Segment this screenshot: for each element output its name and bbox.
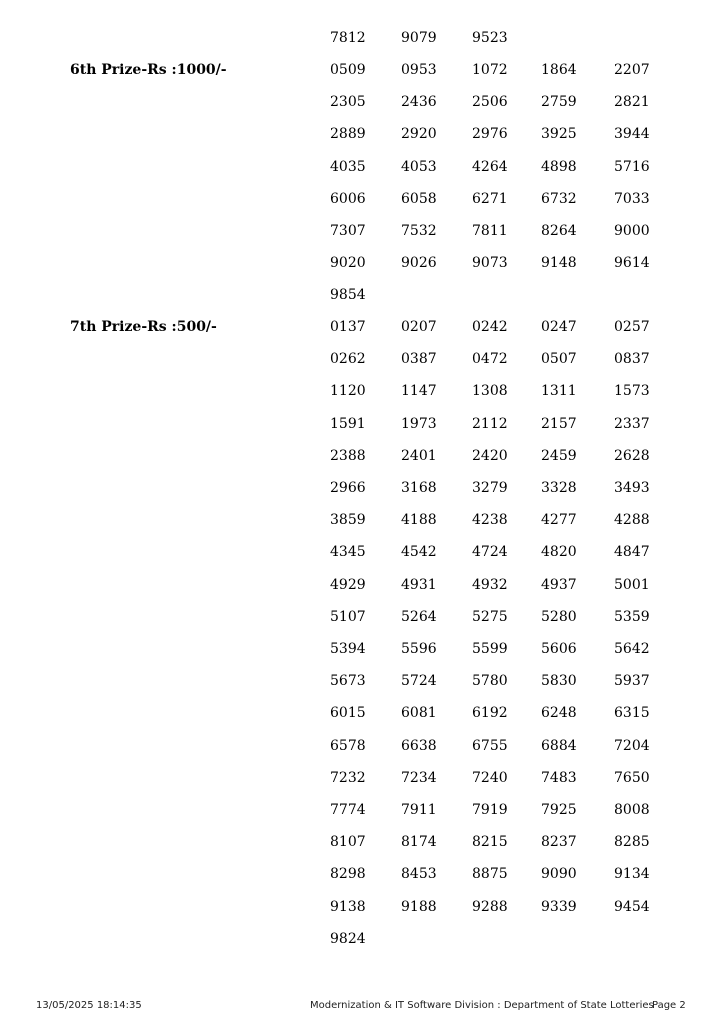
prize-number: 3944 [614,126,650,143]
prize-number: 9523 [472,30,508,46]
prize-number: 6248 [541,705,577,722]
prize-number: 7234 [401,769,437,786]
prize-number: 3279 [472,480,508,496]
prize-number: 4345 [330,544,366,561]
prize-number: 7812 [330,30,366,46]
prize-number: 9026 [401,255,437,272]
prize-number: 5001 [614,576,650,593]
prize-number: 7811 [472,223,508,239]
prize-number: 0262 [330,351,366,368]
prize-number: 2759 [541,94,577,111]
prize-number: 4277 [541,512,577,529]
prize-number: 2436 [401,94,437,111]
prize-number: 5596 [401,641,437,657]
prize-number: 2966 [330,480,366,496]
prize-number: 4264 [472,158,508,175]
prize-number: 0472 [472,351,508,368]
prize-number: 4238 [472,512,508,529]
prize-number: 1147 [401,383,437,400]
prize-number: 8174 [401,834,437,851]
prize-number: 5642 [614,641,650,657]
prize-number: 7240 [472,769,508,786]
prize-number: 6058 [401,190,437,207]
prize-number: 4724 [472,544,508,561]
prize-number: 2420 [472,447,508,464]
prize-number: 9854 [330,287,366,304]
prize-number: 9020 [330,255,366,272]
prize-number: 7774 [330,802,366,818]
prize-number: 8298 [330,866,366,883]
prize-number: 9073 [472,255,508,272]
prize-number: 8215 [472,834,508,851]
prize-number: 6192 [472,705,508,722]
footer-division: Modernization & IT Software Division : Department of State Lotteries [310,1000,654,1011]
prize-number: 4847 [614,544,650,561]
prize-number: 2157 [541,415,577,432]
prize-number: 1120 [330,383,366,400]
prize-label-6th: 6th Prize-Rs :1000/- [70,62,227,78]
prize-number: 8264 [541,223,577,239]
prize-number: 9288 [472,898,508,915]
prize-number: 7204 [614,737,650,754]
prize-number: 5359 [614,608,650,625]
prize-number: 6271 [472,190,508,207]
prize-number: 3328 [541,480,577,496]
prize-number: 4188 [401,512,437,529]
prize-number: 3859 [330,512,366,529]
prize-number: 5673 [330,673,366,690]
prize-number: 5394 [330,641,366,657]
prize-number: 7650 [614,769,650,786]
prize-number: 2401 [401,447,437,464]
prize-number: 2920 [401,126,437,143]
prize-number: 5599 [472,641,508,657]
prize-number: 4820 [541,544,577,561]
prize-number: 5724 [401,673,437,690]
prize-number: 8237 [541,834,577,851]
prize-number: 4937 [541,576,577,593]
prize-number: 3168 [401,480,437,496]
prize-number: 5716 [614,158,650,175]
prize-number: 4929 [330,576,366,593]
footer-timestamp: 13/05/2025 18:14:35 [36,1000,142,1011]
prize-number: 4053 [401,158,437,175]
prize-number: 2112 [472,415,508,432]
prize-number: 5937 [614,673,650,690]
prize-number: 7307 [330,223,366,239]
prize-number: 6578 [330,737,366,754]
prize-number: 6755 [472,737,508,754]
prize-number: 2976 [472,126,508,143]
prize-number: 2459 [541,447,577,464]
prize-number: 0247 [541,319,577,335]
prize-number: 7919 [472,802,508,818]
prize-number: 1311 [541,383,577,400]
prize-number: 6315 [614,705,650,722]
prize-number: 0242 [472,319,508,335]
prize-number: 2337 [614,415,650,432]
prize-number: 1573 [614,383,650,400]
prize-number: 9614 [614,255,650,272]
prize-number: 6732 [541,190,577,207]
prize-number: 8285 [614,834,650,851]
prize-number: 2628 [614,447,650,464]
prize-number: 4932 [472,576,508,593]
prize-number: 4898 [541,158,577,175]
prize-number: 9148 [541,255,577,272]
prize-number: 9188 [401,898,437,915]
prize-number: 6884 [541,737,577,754]
prize-number: 8107 [330,834,366,851]
prize-number: 7532 [401,223,437,239]
prize-number: 0207 [401,319,437,335]
prize-number: 1591 [330,415,366,432]
prize-number: 0837 [614,351,650,368]
prize-number: 7483 [541,769,577,786]
prize-number: 4931 [401,576,437,593]
prize-number: 0509 [330,62,366,78]
prize-number: 8008 [614,802,650,818]
prize-number: 2388 [330,447,366,464]
prize-number: 5107 [330,608,366,625]
prize-number: 2821 [614,94,650,111]
prize-number: 5280 [541,608,577,625]
prize-number: 9339 [541,898,577,915]
prize-number: 6006 [330,190,366,207]
prize-number: 9138 [330,898,366,915]
prize-number: 8875 [472,866,508,883]
prize-number: 4288 [614,512,650,529]
prize-number: 0507 [541,351,577,368]
prize-number: 1864 [541,62,577,78]
prize-number: 0953 [401,62,437,78]
prize-number: 3925 [541,126,577,143]
prize-number: 9000 [614,223,650,239]
prize-number: 6081 [401,705,437,722]
prize-number: 7925 [541,802,577,818]
prize-number: 5275 [472,608,508,625]
prize-number: 2889 [330,126,366,143]
prize-number: 6638 [401,737,437,754]
prize-number: 2506 [472,94,508,111]
prize-number: 9090 [541,866,577,883]
prize-number: 1973 [401,415,437,432]
prize-number: 2305 [330,94,366,111]
prize-number: 5830 [541,673,577,690]
prize-number: 7911 [401,802,437,818]
prize-number: 5606 [541,641,577,657]
prize-number: 5264 [401,608,437,625]
prize-number: 0257 [614,319,650,335]
prize-number: 3493 [614,480,650,496]
prize-number: 9454 [614,898,650,915]
prize-number: 4542 [401,544,437,561]
prize-number: 7232 [330,769,366,786]
prize-number: 5780 [472,673,508,690]
prize-number: 1308 [472,383,508,400]
footer-page-number: Page 2 [652,1000,686,1011]
prize-label-7th: 7th Prize-Rs :500/- [70,319,217,335]
prize-number: 9134 [614,866,650,883]
prize-number: 9079 [401,30,437,46]
prize-number: 9824 [330,930,366,947]
prize-number: 2207 [614,62,650,78]
prize-number: 6015 [330,705,366,722]
prize-number: 0387 [401,351,437,368]
prize-number: 0137 [330,319,366,335]
prize-number: 7033 [614,190,650,207]
prize-number: 1072 [472,62,508,78]
prize-number: 4035 [330,158,366,175]
prize-number: 8453 [401,866,437,883]
